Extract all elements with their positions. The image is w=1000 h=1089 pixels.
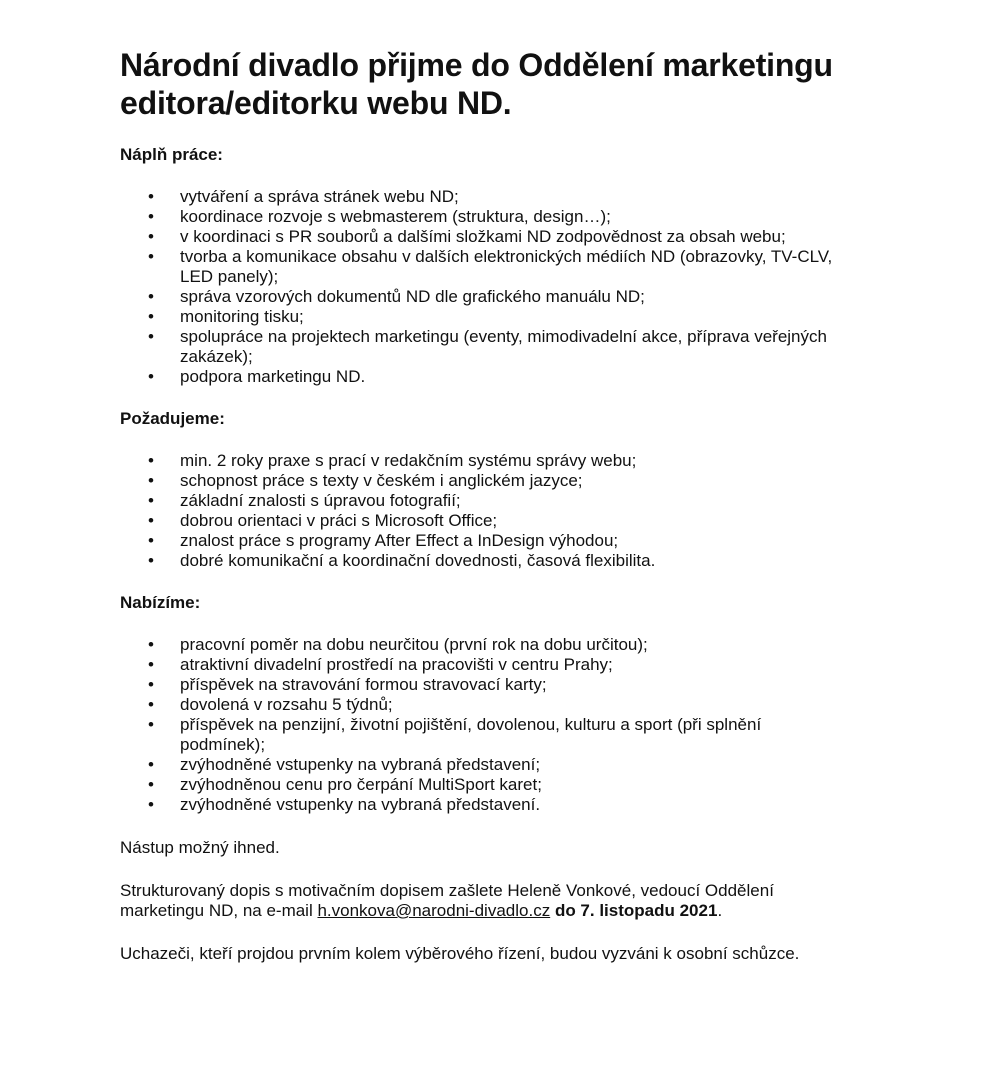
list-item: • vytváření a správa stránek webu ND; — [148, 187, 459, 206]
bullet-icon: • — [148, 775, 154, 794]
list-item: • spolupráce na projektech marketingu (eventy, mimodivadelní akce, příprava veřejných zakázek); — [148, 327, 827, 366]
list-item: • koordinace rozvoje s webmasterem (struktura, design…); — [148, 207, 611, 226]
bullet-icon: • — [148, 551, 154, 570]
list-item: • atraktivní divadelní prostředí na pracovišti v centru Prahy; — [148, 655, 613, 674]
email-link[interactable]: h.vonkova@narodni-divadlo.cz — [317, 901, 551, 920]
application-instructions: Strukturovaný dopis s motivačním dopisem zašlete Heleně Vonkové, vedoucí Oddělení marketingu ND, na e-mail h.vonkova@narodni-divadlo.cz do 7. listopadu 2021. — [120, 881, 774, 920]
list-item: • příspěvek na stravování formou stravovací karty; — [148, 675, 547, 694]
bullet-icon: • — [148, 471, 154, 490]
list-item: • příspěvek na penzijní, životní pojištění, dovolenou, kulturu a sport (při splnění podmínek); — [148, 715, 762, 754]
bullet-icon: • — [148, 531, 154, 550]
bullet-icon: • — [148, 795, 154, 814]
closing-note: Uchazeči, kteří projdou prvním kolem výběrového řízení, budou vyzváni k osobní schůzce. — [120, 944, 800, 963]
job-posting-document — [120, 46, 940, 964]
list-item: • min. 2 roky praxe s prací v redakčním systému správy webu; — [148, 451, 637, 470]
bullet-icon: • — [148, 367, 154, 386]
duties-list — [120, 187, 940, 387]
bullet-icon: • — [148, 491, 154, 510]
section-heading-nabizime: Nabízíme: — [120, 593, 201, 612]
bullet-icon: • — [148, 695, 154, 714]
list-item: • znalost práce s programy After Effect a InDesign výhodou; — [148, 531, 619, 550]
requirements-list — [120, 451, 940, 571]
bullet-icon: • — [148, 655, 154, 674]
list-item: • pracovní poměr na dobu neurčitou (první rok na dobu určitou); — [148, 635, 648, 654]
bullet-icon: • — [148, 287, 154, 306]
list-item: • zvýhodněné vstupenky na vybraná představení; — [148, 755, 541, 774]
list-item: • zvýhodněnou cenu pro čerpání MultiSport karet; — [148, 775, 542, 794]
list-item: • monitoring tisku; — [148, 307, 304, 326]
bullet-icon: • — [148, 227, 154, 246]
bullet-icon: • — [148, 635, 154, 654]
list-item: • správa vzorových dokumentů ND dle grafického manuálu ND; — [148, 287, 645, 306]
section-heading-napln-prace: Náplň práce: — [120, 145, 223, 164]
start-note: Nástup možný ihned. — [120, 838, 280, 857]
bullet-icon: • — [148, 511, 154, 530]
deadline: do 7. listopadu 2021 — [554, 901, 718, 920]
bullet-icon: • — [148, 247, 154, 266]
list-item: • zvýhodněné vstupenky na vybraná představení. — [148, 795, 541, 814]
benefits-list — [120, 635, 940, 815]
bullet-icon: • — [148, 307, 154, 326]
list-item: • schopnost práce s texty v českém i anglickém jazyce; — [148, 471, 583, 490]
application-text: Strukturovaný dopis s motivačním dopisem zašlete Heleně Vonkové, vedoucí Oddělení marketingu ND, na e-mail — [120, 881, 774, 920]
list-item: • v koordinaci s PR souborů a dalšími složkami ND zodpovědnost za obsah webu; — [148, 227, 786, 246]
section-heading-pozadujeme: Požadujeme: — [120, 409, 225, 428]
page-title: Národní divadlo přijme do Oddělení marketingu editora/editorku webu ND. — [120, 47, 833, 121]
list-item: • základní znalosti s úpravou fotografií; — [148, 491, 461, 510]
bullet-icon: • — [148, 715, 154, 734]
list-item: • dobré komunikační a koordinační dovednosti, časová flexibilita. — [148, 551, 656, 570]
list-item: • podpora marketingu ND. — [148, 367, 366, 386]
bullet-icon: • — [148, 207, 154, 226]
list-item: • dovolená v rozsahu 5 týdnů; — [148, 695, 393, 714]
list-item: • tvorba a komunikace obsahu v dalších elektronických médiích ND (obrazovky, TV-CLV, LED panely); — [148, 247, 833, 286]
list-item: • dobrou orientaci v práci s Microsoft Office; — [148, 511, 498, 530]
bullet-icon: • — [148, 187, 154, 206]
bullet-icon: • — [148, 675, 154, 694]
bullet-icon: • — [148, 451, 154, 470]
bullet-icon: • — [148, 755, 154, 774]
bullet-icon: • — [148, 327, 154, 346]
